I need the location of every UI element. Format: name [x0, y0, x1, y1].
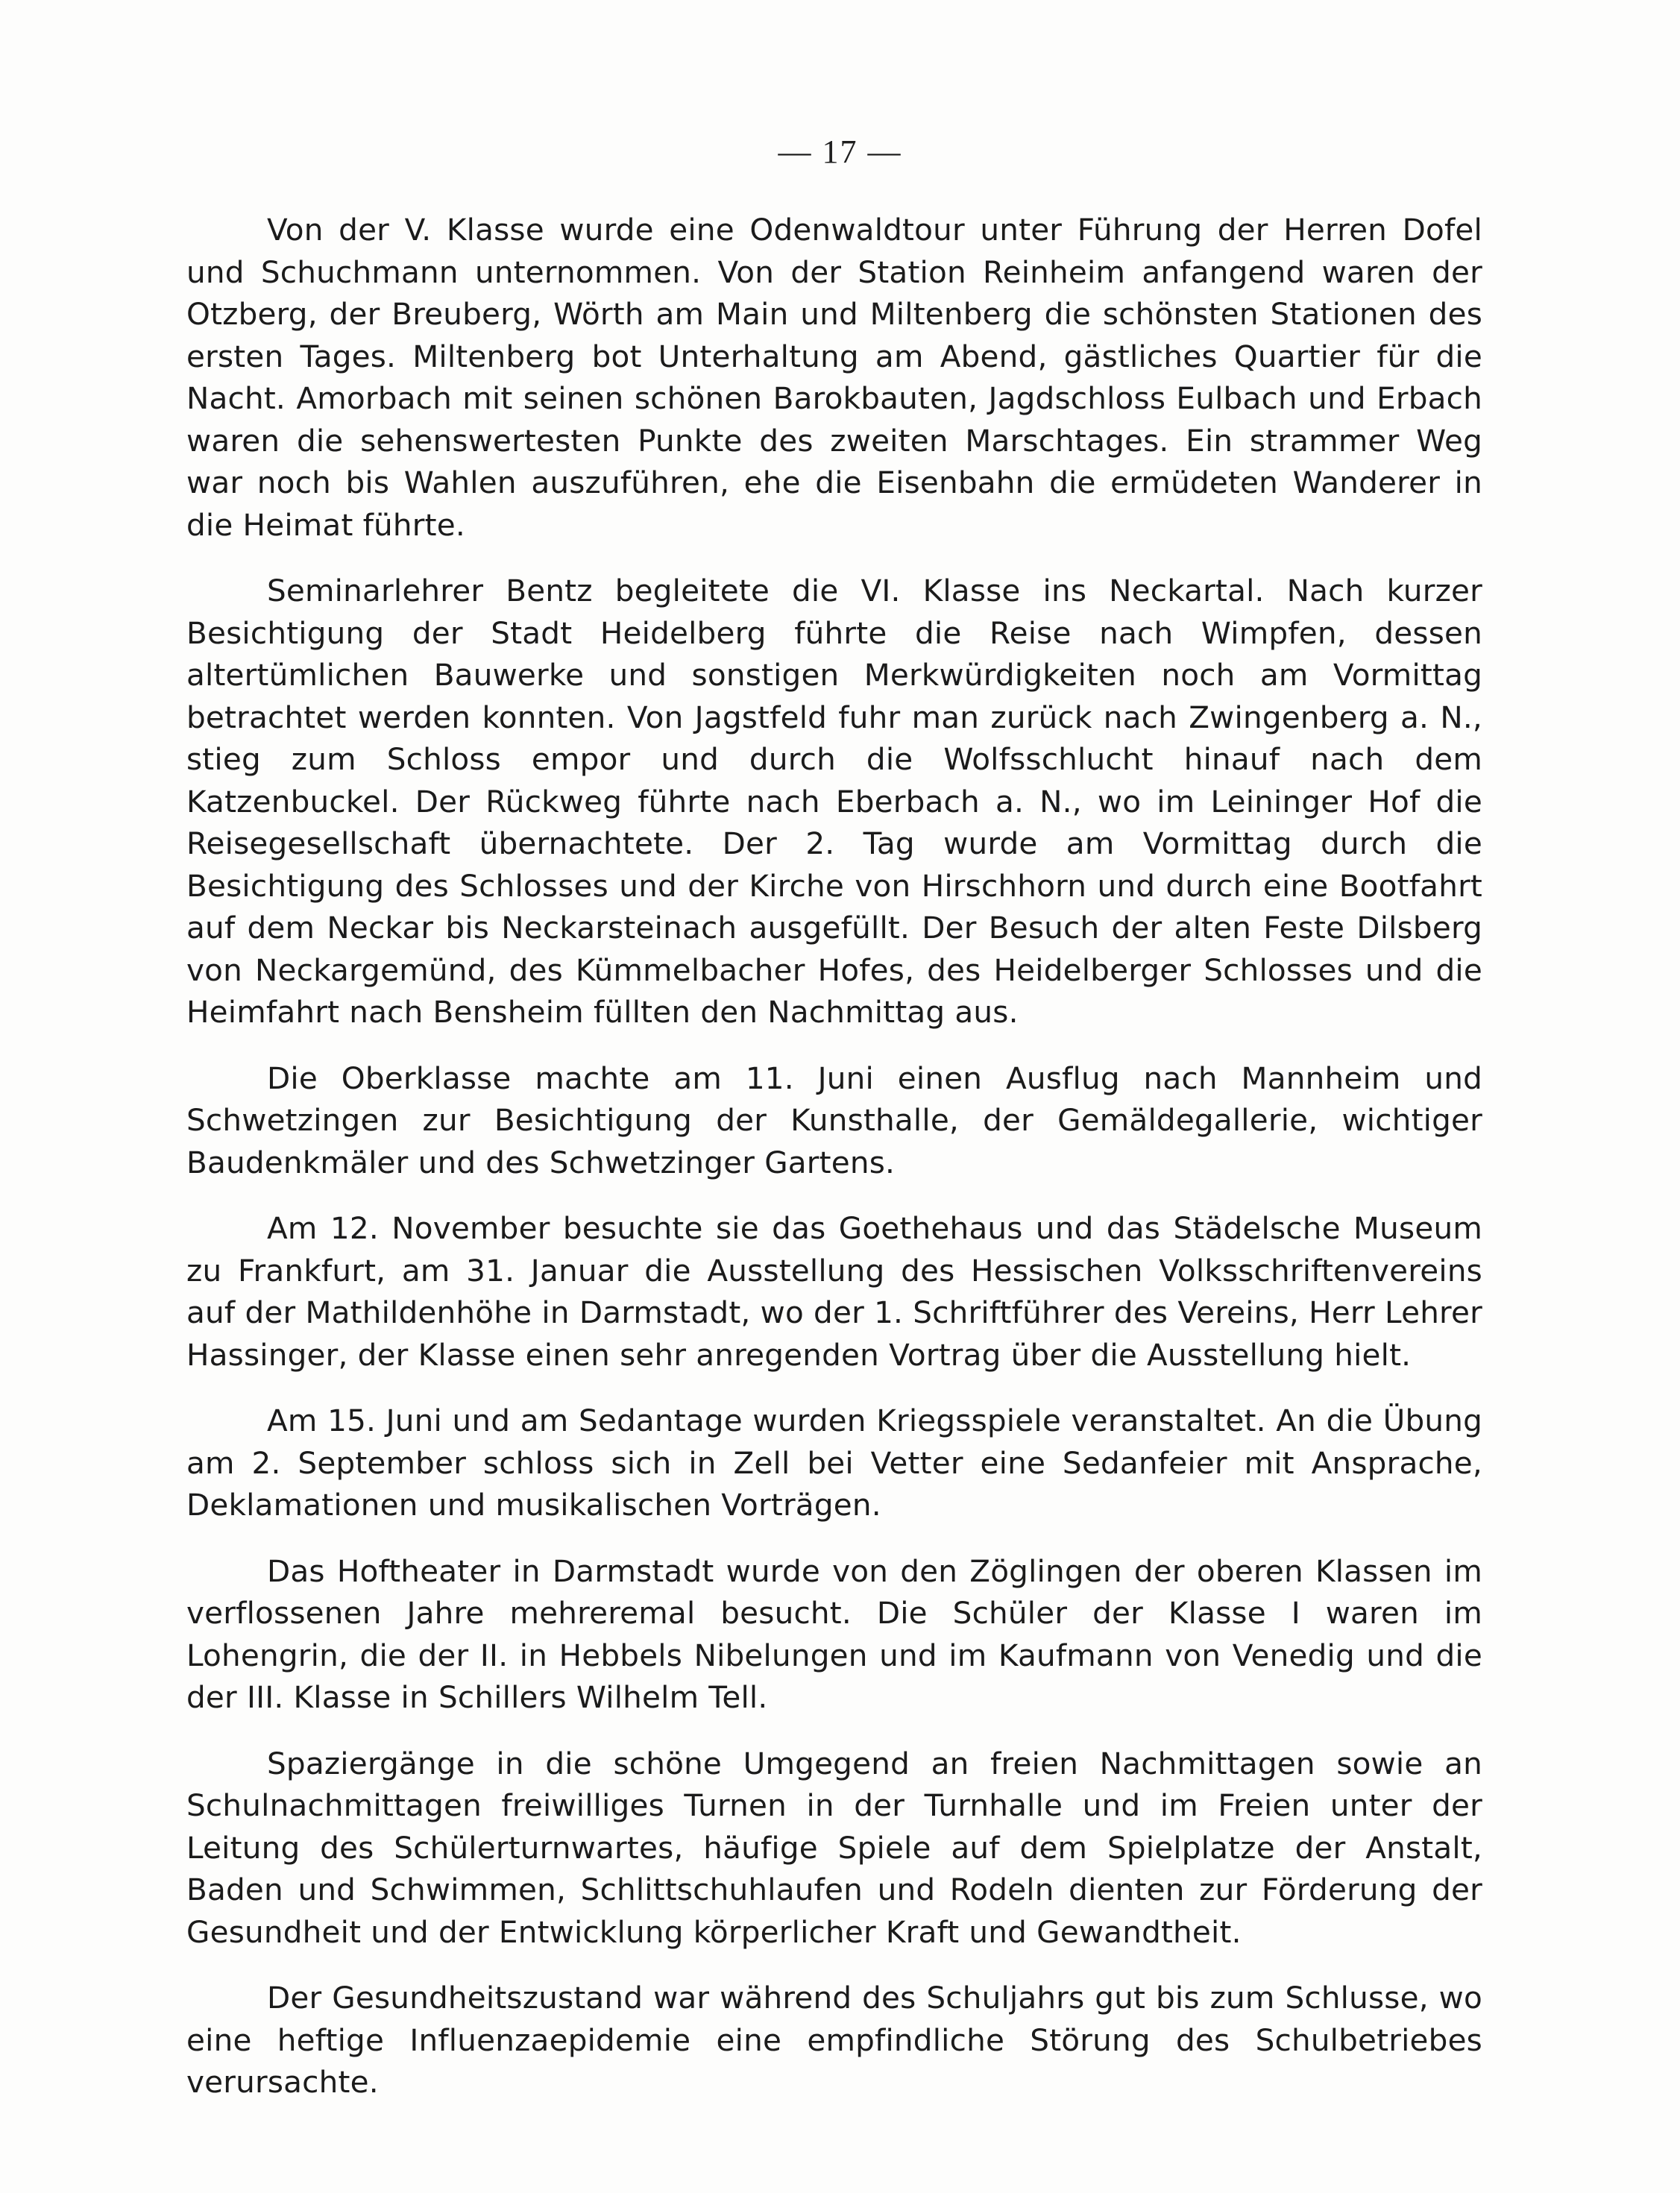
paragraph-theater-visits: Das Hoftheater in Darmstadt wurde von den Zöglingen der oberen Klassen im verflossenen Jahre mehreremal besucht. Die Schüler der Klasse I waren im Lohengrin, die der II. in Hebbels Nibelungen und im Kaufmann von Venedig und die der III. Klasse in Schillers Wilhelm Tell.: [186, 1552, 1482, 1715]
paragraph-war-games: Am 15. Juni und am Sedantage wurden Kriegsspiele veranstaltet. An die Übung am 2. September schloss sich in Zell bei Vetter eine Sedanfeier mit Ansprache, Deklamationen und musikalischen Vorträgen.: [186, 1403, 1482, 1523]
page-number: — 17 —: [778, 133, 902, 170]
paragraph-mannheim-excursion: Die Oberklasse machte am 11. Juni einen Ausflug nach Mannheim und Schwetzingen zur Besichtigung der Kunsthalle, der Gemäldegallerie, wichtiger Baudenkmäler und des Schwetzinger Gartens.: [186, 1060, 1482, 1180]
paragraph-health-status: Der Gesundheitszustand war während des Schuljahrs gut bis zum Schlusse, wo eine heftige Influenzaepidemie eine empfindliche Störung des Schulbetriebes verursachte.: [186, 1980, 1482, 2100]
paragraph-odenwald-tour: Von der V. Klasse wurde eine Odenwaldtour unter Führung der Herren Dofel und Schuchmann unternommen. Von der Station Reinheim anfangend waren der Otzberg, der Breuberg, Wörth am Main und Miltenberg die schönsten Stationen des ersten Tages. Miltenberg bot Unterhaltung am Abend, gästliches Quartier für die Nacht. Amorbach mit seinen schönen Barokbauten, Jagdschloss Eulbach und Erbach waren die sehenswertesten Punkte des zweiten Marschtages. Ein strammer Weg war noch bis Wahlen auszuführen, ehe die Eisenbahn die ermüdeten Wanderer in die Heimat führte.: [186, 212, 1482, 543]
body-text: [186, 209, 1482, 2104]
paragraph-frankfurt-darmstadt: Am 12. November besuchte sie das Goethehaus und das Städelsche Museum zu Frankfurt, am 31. Januar die Ausstellung des Hessischen Volksschriftenvereins auf der Mathildenhöhe in Darmstadt, wo der 1. Schriftführer des Vereins, Herr Lehrer Hassinger, der Klasse einen sehr anregenden Vortrag über die Ausstellung hielt.: [186, 1210, 1482, 1373]
paragraph-neckartal-trip: Seminarlehrer Bentz begleitete die VI. Klasse ins Neckartal. Nach kurzer Besichtigung der Stadt Heidelberg führte die Reise nach Wimpfen, dessen altertümlichen Bauwerke und sonstigen Merkwürdigkeiten noch am Vormittag betrachtet werden konnten. Von Jagstfeld fuhr man zurück nach Zwingenberg a. N., stieg zum Schloss empor und durch die Wolfsschlucht hinauf nach dem Katzenbuckel. Der Rückweg führte nach Eberbach a. N., wo im Leininger Hof die Reisegesellschaft übernachtete. Der 2. Tag wurde am Vormittag durch die Besichtigung des Schlosses und der Kirche von Hirschhorn und durch eine Bootfahrt auf dem Neckar bis Neckarsteinach ausgefüllt. Der Besuch der alten Feste Dilsberg von Neckargemünd, des Kümmelbacher Hofes, des Heidelberger Schlosses und die Heimfahrt nach Bensheim füllten den Nachmittag aus.: [186, 573, 1482, 1030]
paragraph-physical-activities: Spaziergänge in die schöne Umgegend an freien Nachmittagen sowie an Schulnachmittagen freiwilliges Turnen in der Turnhalle und im Freien unter der Leitung des Schülerturnwartes, häufige Spiele auf dem Spielplatze der Anstalt, Baden und Schwimmen, Schlittschuhlaufen und Rodeln dienten zur Förderung der Gesundheit und der Entwicklung körperlicher Kraft und Gewandtheit.: [186, 1745, 1482, 1950]
